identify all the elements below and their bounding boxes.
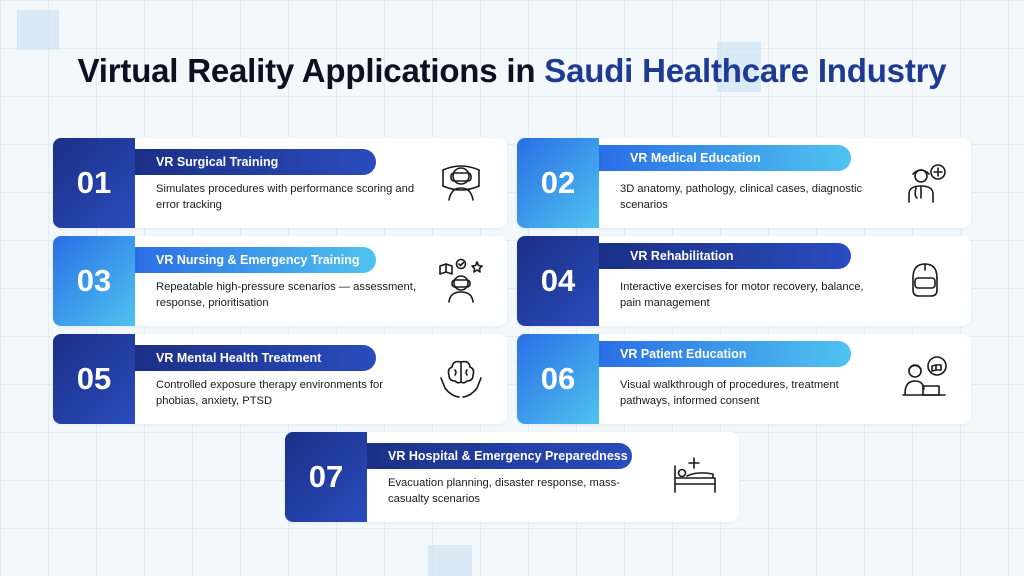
card-description: Evacuation planning, disaster response, mass-casualty scenarios (388, 477, 620, 505)
doctor-medical-cross-icon (901, 158, 949, 206)
card-title: VR Medical Education (599, 145, 851, 171)
card-number: 06 (517, 334, 599, 424)
title-prefix: Virtual Reality Applications in (77, 52, 536, 89)
vr-learner-icon (437, 256, 485, 304)
card-number: 05 (53, 334, 135, 424)
card-number: 07 (285, 432, 367, 522)
card-title: VR Rehabilitation (599, 243, 851, 269)
card-number: 04 (517, 236, 599, 326)
card-title: VR Hospital & Emergency Preparedness (367, 443, 632, 469)
card-description: Interactive exercises for motor recovery, balance, pain management (620, 281, 864, 309)
hospital-bed-icon (671, 452, 719, 500)
title-highlight: Saudi Healthcare Industry (544, 52, 947, 89)
card-title: VR Patient Education (599, 341, 851, 367)
card-vr-patient-education (517, 334, 971, 424)
card-vr-medical-education (517, 138, 971, 228)
card-description: 3D anatomy, pathology, clinical cases, diagnostic scenarios (620, 183, 863, 211)
decor-square (428, 545, 472, 576)
patient-education-icon (901, 354, 949, 402)
card-vr-mental-health-treatment (53, 334, 507, 424)
vr-headset-user-icon (437, 158, 485, 206)
brain-hands-icon (437, 354, 485, 402)
card-description: Visual walkthrough of procedures, treatment pathways, informed consent (620, 379, 839, 407)
card-vr-rehabilitation (517, 236, 971, 326)
card-title: VR Surgical Training (135, 149, 376, 175)
card-description: Controlled exposure therapy environments for phobias, anxiety, PTSD (156, 379, 383, 407)
card-number: 01 (53, 138, 135, 228)
card-vr-surgical-training (53, 138, 507, 228)
card-vr-nursing-emergency-training (53, 236, 507, 326)
vr-headset-icon (901, 256, 949, 304)
decor-square (17, 10, 59, 50)
page-title (0, 52, 1024, 90)
card-description: Repeatable high-pressure scenarios — assessment, response, prioritisation (156, 281, 416, 309)
card-vr-hospital-emergency-preparedness (285, 432, 739, 522)
card-description: Simulates procedures with performance scoring and error tracking (156, 183, 415, 211)
card-number: 02 (517, 138, 599, 228)
card-title: VR Nursing & Emergency Training (135, 247, 376, 273)
card-title: VR Mental Health Treatment (135, 345, 376, 371)
card-number: 03 (53, 236, 135, 326)
